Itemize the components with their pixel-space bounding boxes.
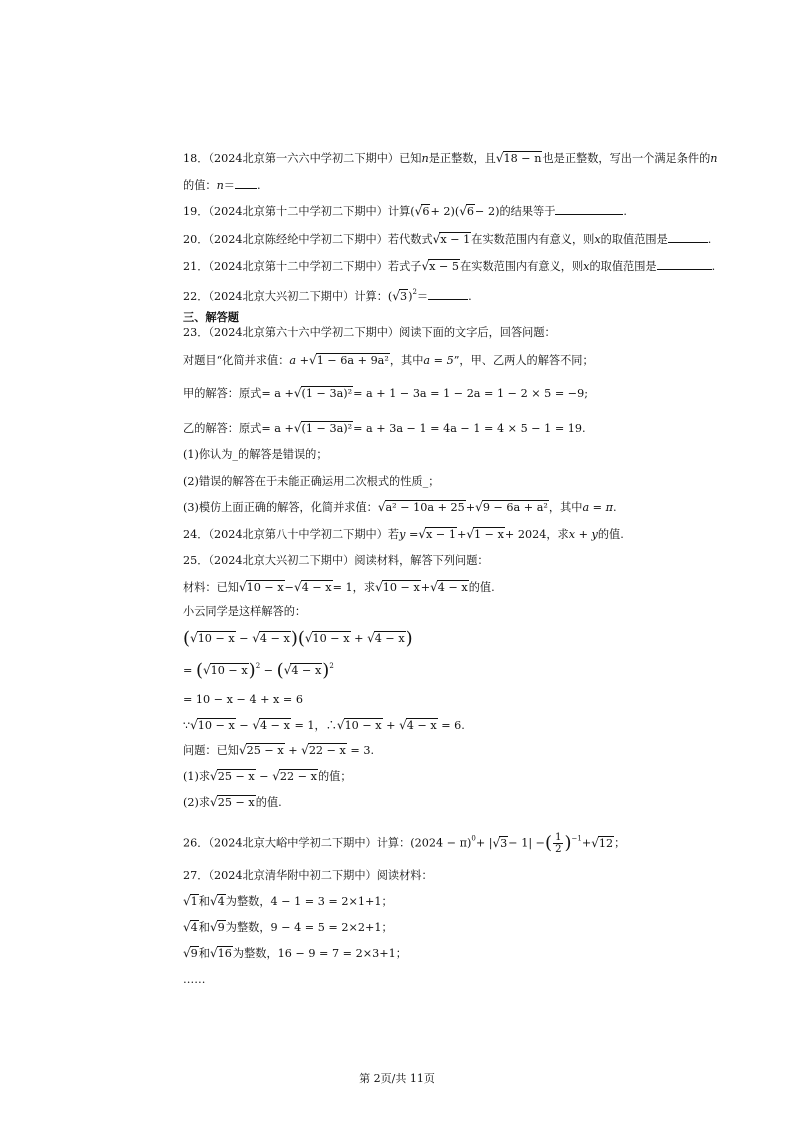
- expr: y =: [399, 528, 419, 541]
- q23-text: ，其中: [389, 354, 424, 367]
- q20-text: 的取值范围是: [600, 233, 668, 246]
- radicand: 9: [217, 921, 225, 934]
- sqrt-icon: √: [293, 421, 302, 435]
- expr: ＝: [416, 290, 429, 303]
- radicand: 9 − 6a + a²: [482, 501, 548, 514]
- sqrt-icon: √: [293, 386, 302, 400]
- expr: 16 − 9 = 7 = 2×3+1；: [277, 947, 407, 960]
- sqrt-icon: √: [475, 500, 483, 514]
- answer-blank: [428, 288, 468, 300]
- paren-icon: ): [322, 660, 330, 681]
- q20-text: .: [707, 233, 712, 246]
- question-18-line2: [183, 177, 261, 194]
- radicand: 3: [500, 836, 508, 850]
- q24-text: 的值.: [597, 528, 624, 541]
- sqrt-icon: √: [210, 795, 218, 809]
- q25-text: 的值.: [255, 796, 282, 809]
- radicand: 3: [399, 290, 408, 303]
- q23-jia: [183, 385, 588, 402]
- expr: = a +: [261, 422, 294, 435]
- q25-step2: = $(√10 - x)^2 - (√4 - x)^2$: [183, 660, 334, 681]
- q23-text: 乙的解答：原式: [183, 422, 262, 435]
- radicand: x − 1: [426, 528, 456, 541]
- expr: 4 − 1 = 3 = 2×1+1；: [270, 895, 393, 908]
- radicand: (1 − 3a)²: [301, 387, 353, 400]
- sqrt-icon: √: [492, 835, 501, 850]
- paren-icon: )(: [290, 628, 305, 649]
- expr: = a + 1 − 3a = 1 − 2a = 1 − 2 × 5 = −9;: [353, 387, 589, 400]
- expr: +: [581, 836, 592, 850]
- q25-problem: 问题：已知√25 − x + √22 − x = 3.: [183, 743, 375, 757]
- radicand: 4 − x: [437, 581, 468, 594]
- sqrt-icon: √: [252, 718, 260, 732]
- sqrt-icon: √: [432, 232, 441, 246]
- q23-text: .: [612, 501, 617, 514]
- q19-text: .: [623, 205, 627, 218]
- expr: = a +: [261, 387, 294, 400]
- expr: − 1| −: [508, 836, 546, 850]
- question-21: [183, 258, 715, 275]
- q18-text: 也是正整数，写出一个满足条件的: [542, 152, 711, 165]
- expr: +: [465, 501, 476, 514]
- radicand: 25 − x: [217, 770, 255, 783]
- sqrt-icon: √: [375, 580, 383, 594]
- q25-text: (2)求: [183, 796, 211, 809]
- answer-blank: [555, 203, 623, 215]
- sqrt-icon: √: [283, 663, 292, 677]
- expr: 9 − 4 = 5 = 2×2+1；: [270, 921, 393, 934]
- q25-text: 材料：已知: [183, 581, 239, 594]
- q21-lead: 21．（2024北京第十二中学初二下期中）若式子: [183, 260, 422, 273]
- q23-part2: (2)错误的解答在于未能正确运用二次根式的性质_；: [183, 475, 440, 488]
- q26-lead: 26．（2024北京大峪中学初二下期中）计算：: [183, 836, 411, 850]
- expr: (: [387, 290, 393, 303]
- expr: ): [408, 290, 413, 303]
- section-heading: 三、解答题: [183, 310, 239, 324]
- radicand: 10 − x: [197, 632, 235, 645]
- sqrt-icon: √: [591, 835, 599, 850]
- var-x: x: [594, 233, 601, 246]
- var-n: n: [421, 152, 429, 165]
- q23-text: (3)模仿上面正确的解答，化简并求值：: [183, 501, 378, 514]
- exponent: −1: [571, 834, 582, 843]
- q18-lead: 18．（2024北京第一六六中学初二下期中）已知: [183, 152, 422, 165]
- radicand: 18 − n: [503, 152, 542, 165]
- sqrt-icon: √: [459, 204, 467, 218]
- q19-lead: 19．（2024北京第十二中学初二下期中）计算: [183, 205, 411, 218]
- sqrt-icon: √: [367, 631, 375, 645]
- q25-part1: (1)求√25 − x − √22 − x的值；: [183, 769, 352, 783]
- sqrt-icon: √: [272, 769, 280, 783]
- q27-text: 和: [198, 921, 210, 934]
- q25-step4: ∵√10 − x − √4 − x = 1，∴√10 − x + √4 − x = 6.: [183, 718, 465, 732]
- radicand: 9: [190, 947, 198, 960]
- q27-row: [183, 919, 393, 936]
- radicand: 4: [217, 895, 225, 908]
- paren-icon: (: [183, 628, 191, 649]
- question-26: [183, 832, 625, 855]
- expr: = a + 3a − 1 = 4a − 1 = 4 × 5 − 1 = 19.: [353, 422, 586, 435]
- radicand: 4 − x: [291, 664, 322, 677]
- q21-text: 在实数范围内有意义，则: [460, 260, 584, 273]
- q20-lead: 20．（2024北京陈经纶中学初二下期中）若代数式: [183, 233, 433, 246]
- expr: = 3.: [350, 744, 375, 757]
- q24-text: ，求: [546, 528, 569, 541]
- q27-row: [183, 893, 393, 910]
- exponent: 2: [412, 288, 417, 296]
- q27-text: 为整数，: [232, 947, 278, 960]
- sqrt-icon: √: [414, 204, 423, 218]
- radicand: 4 − x: [259, 632, 290, 645]
- q25-text: 的值；: [317, 770, 352, 783]
- radicand: 25 − x: [217, 796, 255, 809]
- q27-ellipsis: ……: [183, 973, 206, 986]
- numerator: 1: [555, 832, 562, 843]
- expr: ；: [614, 836, 626, 850]
- expr: +: [420, 581, 431, 594]
- q27-text: 为整数，: [225, 895, 271, 908]
- radicand: 6: [422, 205, 430, 218]
- sqrt-icon: √: [190, 631, 198, 645]
- q23-text: ”，甲、乙两人的解答不同；: [453, 354, 594, 367]
- sqrt-icon: √: [336, 718, 345, 732]
- expr: = 1: [332, 581, 353, 594]
- expr: + 2)(: [430, 205, 460, 218]
- radicand: 22 − x: [308, 744, 346, 757]
- q23-text: 对题目“化简并求值：: [183, 354, 290, 367]
- question-18: [183, 150, 717, 167]
- page-footer: 第 2页/共 11页: [359, 1072, 435, 1085]
- q21-text: 的取值范围是: [589, 260, 657, 273]
- radicand: 16: [217, 947, 232, 960]
- because-icon: ∵: [183, 719, 191, 732]
- q27-row: [183, 945, 407, 962]
- radicand: 10 − x: [246, 581, 284, 594]
- var-x: x: [583, 260, 590, 273]
- paren-icon: (: [545, 832, 553, 854]
- sqrt-icon: √: [377, 500, 386, 514]
- q25-material: [183, 579, 495, 596]
- sqrt-icon: √: [430, 580, 438, 594]
- sqrt-icon: √: [210, 769, 218, 783]
- q23-part3: [183, 499, 617, 516]
- radicand: 1 − 6a + 9a²: [316, 354, 389, 367]
- expr: = 1，∴: [294, 719, 337, 732]
- question-20: [183, 231, 711, 248]
- sqrt-icon: √: [399, 718, 407, 732]
- radicand: a² − 10a + 25: [385, 501, 465, 514]
- paren-icon: ): [564, 832, 572, 854]
- q20-text: 在实数范围内有意义，则: [471, 233, 595, 246]
- sqrt-icon: √: [392, 289, 400, 303]
- question-22: [183, 288, 472, 305]
- radicand: 10 − x: [197, 719, 235, 732]
- q22-text: .: [468, 290, 472, 303]
- radicand: x − 1: [440, 233, 471, 246]
- expr: (: [410, 205, 415, 218]
- radicand: 25 − x: [246, 744, 284, 757]
- sqrt-icon: √: [202, 663, 211, 677]
- q22-lead: 22．（2024北京大兴初二下期中）计算：: [183, 290, 388, 303]
- paren-icon: (: [276, 660, 284, 681]
- paren-icon: ): [248, 660, 256, 681]
- fraction: [553, 832, 563, 855]
- question-19: [183, 203, 627, 220]
- sqrt-icon: √: [209, 920, 218, 934]
- answer-blank: [657, 258, 712, 270]
- sqrt-icon: √: [209, 946, 218, 960]
- sqrt-icon: √: [495, 151, 504, 165]
- q23-yi: [183, 420, 586, 437]
- sqrt-icon: √: [252, 631, 260, 645]
- q27-text: 为整数，: [225, 921, 271, 934]
- var-n: n: [710, 152, 718, 165]
- expr: a = 5: [423, 354, 454, 367]
- expr: (2024 − π): [410, 836, 472, 850]
- expr: −: [284, 581, 295, 594]
- sqrt-icon: √: [466, 527, 474, 541]
- sqrt-icon: √: [209, 894, 218, 908]
- q25-text: ，求: [352, 581, 376, 594]
- question-25: 25．（2024北京大兴初二下期中）阅读材料，解答下列问题：: [183, 554, 489, 567]
- q25-part2: [183, 794, 282, 811]
- q27-text: 和: [198, 947, 210, 960]
- q21-text: .: [711, 260, 716, 273]
- sqrt-icon: √: [183, 894, 191, 908]
- var-n: n: [216, 179, 224, 192]
- q27-text: 和: [198, 895, 210, 908]
- sqrt-icon: √: [309, 353, 317, 367]
- radicand: 10 − x: [312, 632, 350, 645]
- radicand: 1: [190, 895, 198, 908]
- q25-text: (1)求: [183, 770, 211, 783]
- radicand: 4 − x: [406, 719, 437, 732]
- question-24: [183, 526, 624, 543]
- q25-intro: 小云同学是这样解答的：: [183, 605, 307, 618]
- q24-lead: 24．（2024北京第八十中学初二下期中）若: [183, 528, 400, 541]
- expr: + 2024: [504, 528, 547, 541]
- radicand: 10 − x: [382, 581, 420, 594]
- radicand: x − 5: [429, 260, 460, 273]
- radicand: 4 − x: [259, 719, 290, 732]
- radicand: 10 − x: [210, 664, 248, 677]
- sqrt-icon: √: [418, 527, 427, 541]
- radicand: 10 − x: [344, 719, 382, 732]
- expr: x + y: [568, 528, 598, 541]
- radicand: 22 − x: [279, 770, 317, 783]
- q19-text: 的结果等于: [499, 205, 556, 218]
- radicand: (1 − 3a)²: [301, 422, 353, 435]
- expr: = 6.: [441, 719, 465, 732]
- radicand: 4 − x: [374, 632, 405, 645]
- paren-icon: ): [405, 628, 413, 649]
- sqrt-icon: √: [294, 580, 302, 594]
- q18-text: .: [257, 179, 261, 192]
- q25-step1: (√10 − x − √4 − x)(√10 − x + √4 − x): [183, 628, 413, 649]
- q23-text: 甲的解答：原式: [183, 387, 262, 400]
- expr: +: [456, 528, 467, 541]
- expr: a +: [289, 354, 310, 367]
- denominator: 2: [555, 844, 562, 855]
- q18-text: 的值：: [183, 179, 217, 192]
- sqrt-icon: √: [304, 631, 313, 645]
- expr: a = π: [582, 501, 613, 514]
- radicand: 1 − x: [473, 528, 504, 541]
- question-27: 27．（2024北京清华附中初二下期中）阅读材料：: [183, 869, 433, 882]
- q23-part1: (1)你认为_的解答是错误的；: [183, 448, 328, 461]
- q18-text: 是正整数，且: [428, 152, 496, 165]
- q23-text: ，其中: [548, 501, 583, 514]
- sqrt-icon: √: [238, 743, 247, 757]
- radicand: 6: [466, 205, 475, 218]
- question-23: 23．（2024北京第六十六中学初二下期中）阅读下面的文字后，回答问题：: [183, 326, 556, 339]
- q25-text: 问题：已知: [183, 744, 239, 757]
- q18-text: ＝: [223, 179, 235, 192]
- expr: − 2): [475, 205, 500, 218]
- sqrt-icon: √: [183, 946, 191, 960]
- q25-text: 的值.: [468, 581, 495, 594]
- q25-step3: = 10 − x − 4 + x = 6: [183, 693, 303, 706]
- sqrt-icon: √: [183, 920, 191, 934]
- radicand: 4 − x: [301, 581, 332, 594]
- answer-blank: [668, 231, 708, 243]
- sqrt-icon: √: [190, 718, 198, 732]
- sqrt-icon: √: [421, 259, 430, 273]
- paren-icon: (: [195, 660, 203, 681]
- radicand: 12: [598, 836, 614, 850]
- sqrt-icon: √: [301, 743, 309, 757]
- answer-blank: [235, 177, 257, 189]
- q23-line1: [183, 352, 594, 369]
- expr: + |: [475, 836, 493, 850]
- radicand: 4: [190, 921, 198, 934]
- exponent: 0: [471, 834, 476, 843]
- sqrt-icon: √: [238, 580, 247, 594]
